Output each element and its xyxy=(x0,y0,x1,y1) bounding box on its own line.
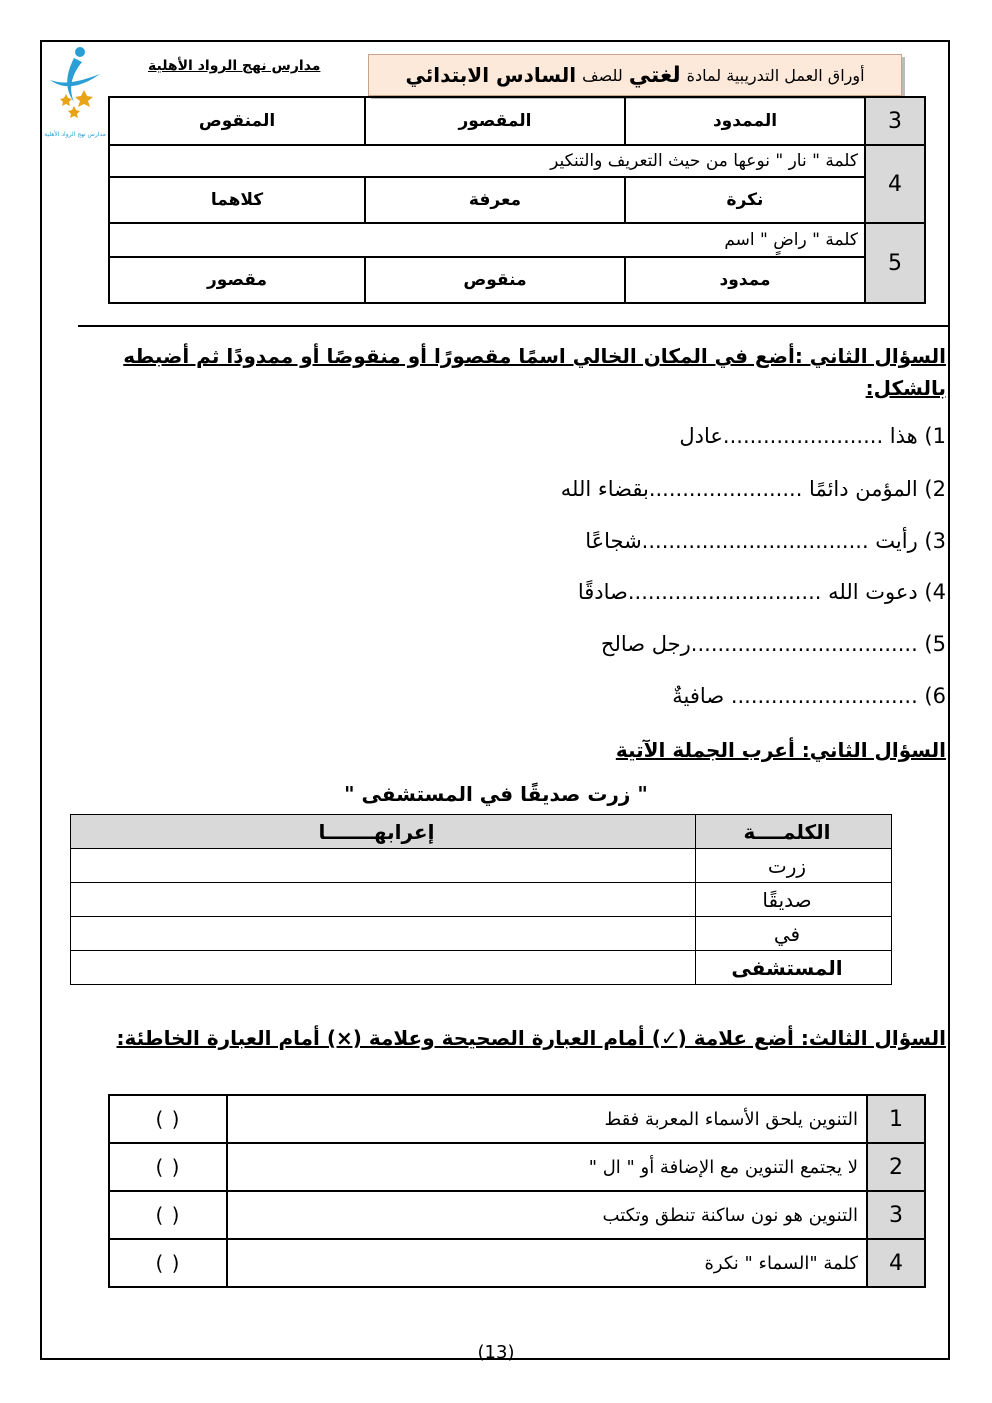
parse-word: زرت xyxy=(696,849,892,883)
parse-row xyxy=(71,951,892,985)
parse-answer-cell[interactable] xyxy=(71,917,696,951)
school-logo xyxy=(44,44,106,146)
tf-row xyxy=(109,1239,925,1287)
mcq-option[interactable]: مقصور xyxy=(109,257,365,303)
mcq-table xyxy=(108,96,926,304)
tf-row xyxy=(109,1143,925,1191)
parse-table xyxy=(70,814,892,985)
mcq-option[interactable]: المقصور xyxy=(365,97,625,145)
title-grade: السادس الابتدائي xyxy=(405,63,577,87)
parse-word: المستشفى xyxy=(696,951,892,985)
parse-header-row xyxy=(71,815,892,849)
title-part1: أوراق العمل التدريبية لمادة xyxy=(686,65,865,85)
tf-answer-parens[interactable]: ( ) xyxy=(109,1143,227,1191)
tf-number: 1 xyxy=(867,1095,925,1143)
tf-answer-parens[interactable]: ( ) xyxy=(109,1191,227,1239)
fill-item-6[interactable]: 6) ............................ صافيةٌ xyxy=(672,684,946,708)
fill-item-3[interactable]: 3) رأيت ..................................شجاعًا xyxy=(585,529,946,553)
tf-number: 3 xyxy=(867,1191,925,1239)
school-name: مدارس نهج الرواد الأهلية xyxy=(148,58,321,74)
parse-row xyxy=(71,917,892,951)
title-banner xyxy=(368,54,902,96)
mcq-option[interactable]: الممدود xyxy=(625,97,865,145)
tf-answer-parens[interactable]: ( ) xyxy=(109,1239,227,1287)
question-parse-title: السؤال الثاني: أعرب الجملة الآتية xyxy=(615,738,946,762)
mcq-row-4-stem xyxy=(109,145,925,177)
question-2-title: السؤال الثاني :أضع في المكان الخالي اسمًا مقصورًا أو منقوصًا أو ممدودًا ثم أضبطه بالشكل: xyxy=(123,344,946,400)
mcq-row-4-options xyxy=(109,177,925,223)
parse-sentence: " زرت صديقًا في المستشفى " xyxy=(344,782,648,806)
parse-col-header: إعرابهـــــــا xyxy=(71,815,696,849)
mcq-option[interactable]: نكرة xyxy=(625,177,865,223)
fill-item-4[interactable]: 4) دعوت الله .............................صادقًا xyxy=(577,580,946,604)
word-col-header: الكلمــــة xyxy=(696,815,892,849)
parse-word: صديقًا xyxy=(696,883,892,917)
mcq-number: 5 xyxy=(865,223,925,303)
mcq-row-5-stem xyxy=(109,223,925,257)
tf-answer-parens[interactable]: ( ) xyxy=(109,1095,227,1143)
title-subject: لغتي xyxy=(628,62,681,88)
tf-number: 2 xyxy=(867,1143,925,1191)
parse-word: في xyxy=(696,917,892,951)
logo-text: مدارس نهج الرواد الأهلية xyxy=(44,131,106,138)
mcq-option[interactable]: المنقوص xyxy=(109,97,365,145)
true-false-table xyxy=(108,1094,926,1288)
fill-item-2[interactable]: 2) المؤمن دائمًا .......................بقضاء الله xyxy=(560,477,946,501)
page-number: (13) xyxy=(477,1342,515,1363)
tf-statement: التنوين يلحق الأسماء المعربة فقط xyxy=(227,1095,867,1143)
parse-row xyxy=(71,883,892,917)
tf-row xyxy=(109,1191,925,1239)
mcq-row-5-options xyxy=(109,257,925,303)
mcq-number: 3 xyxy=(865,97,925,145)
mcq-option[interactable]: معرفة xyxy=(365,177,625,223)
parse-answer-cell[interactable] xyxy=(71,883,696,917)
mcq-option[interactable]: كلاهما xyxy=(109,177,365,223)
mcq-stem: كلمة " نار " نوعها من حيث التعريف والتنكير xyxy=(109,145,865,177)
parse-row xyxy=(71,849,892,883)
mcq-number: 4 xyxy=(865,145,925,223)
tf-statement: التنوين هو نون ساكنة تنطق وتكتب xyxy=(227,1191,867,1239)
section-divider xyxy=(78,325,948,327)
parse-answer-cell[interactable] xyxy=(71,849,696,883)
title-part2: للصف xyxy=(582,65,623,85)
mcq-stem: كلمة " راضٍ " اسم xyxy=(109,223,865,257)
fill-item-1[interactable]: 1) هذا ........................عادل xyxy=(679,424,946,448)
mcq-option[interactable]: منقوص xyxy=(365,257,625,303)
question-3-title: السؤال الثالث: أضع علامة (✓) أمام العبارة الصحيحة وعلامة (×) أمام العبارة الخاطئة: xyxy=(116,1026,946,1050)
fill-item-5[interactable]: 5) ..................................رجل صالح xyxy=(600,632,946,656)
tf-row xyxy=(109,1095,925,1143)
tf-statement: لا يجتمع التنوين مع الإضافة أو " ال " xyxy=(227,1143,867,1191)
mcq-option[interactable]: ممدود xyxy=(625,257,865,303)
tf-number: 4 xyxy=(867,1239,925,1287)
mcq-row-3 xyxy=(109,97,925,145)
parse-answer-cell[interactable] xyxy=(71,951,696,985)
tf-statement: كلمة "السماء " نكرة xyxy=(227,1239,867,1287)
